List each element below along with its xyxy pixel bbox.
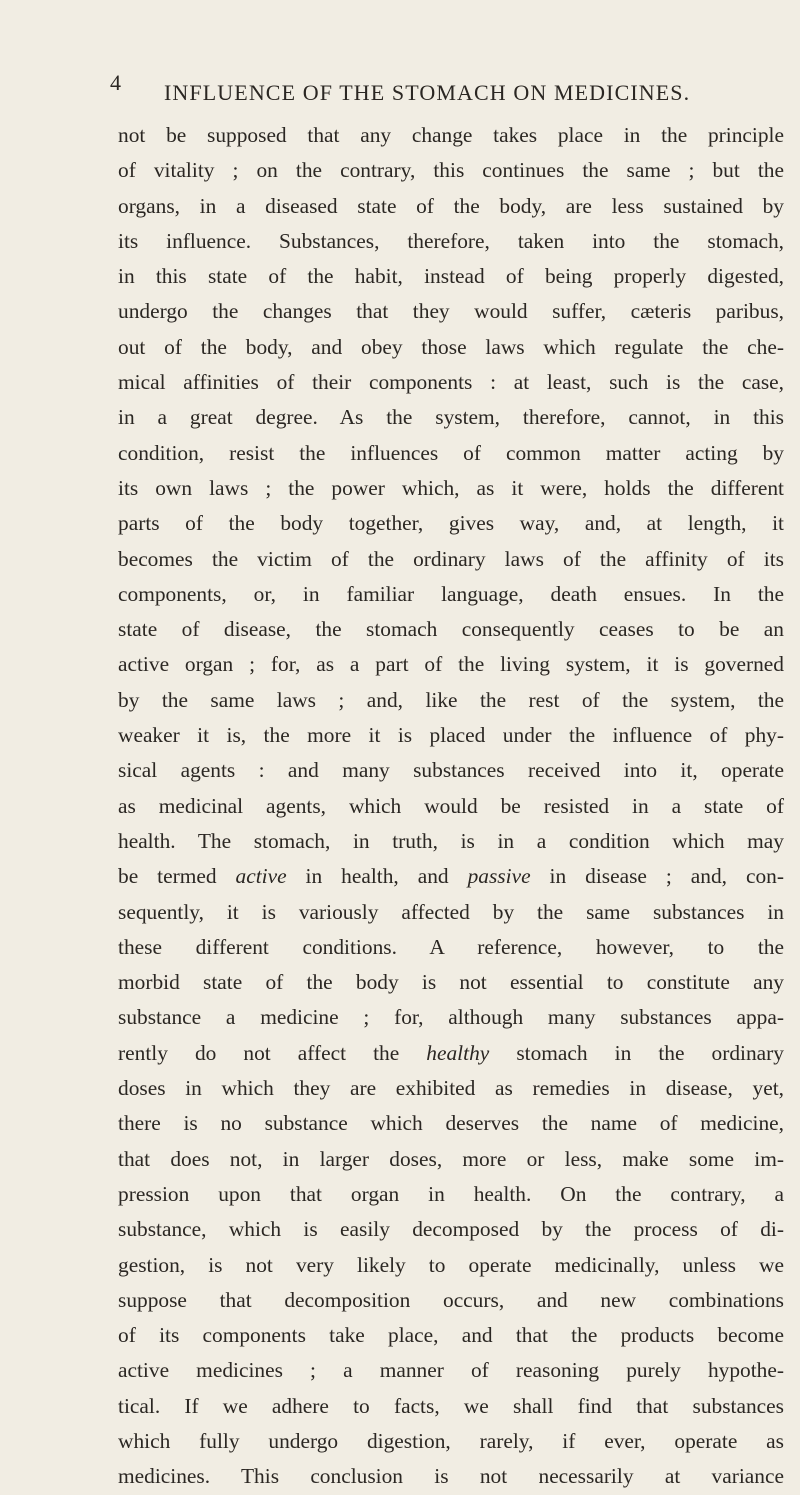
text-line: state of disease, the stomach consequently ceases to be an <box>118 617 784 642</box>
text-line: condition, resist the influences of common matter acting by <box>118 440 784 465</box>
text-line: weaker it is, the more it is placed under the influence of phy- <box>118 723 784 748</box>
text-line: sical agents : and many substances received into it, operate <box>118 758 784 783</box>
text-line: substance a medicine ; for, although many substances appa- <box>118 1005 784 1030</box>
italic-active: active <box>235 864 287 889</box>
text-line: active organ ; for, as a part of the living system, it is governed <box>118 652 784 677</box>
text-line: out of the body, and obey those laws which regulate the che- <box>118 334 784 359</box>
text-line: mical affinities of their components : at least, such is the case, <box>118 370 784 395</box>
text-line: substance, which is easily decomposed by the process of di- <box>118 1217 784 1242</box>
text-segment: in disease ; and, con- <box>530 864 784 889</box>
text-line-with-italics <box>118 859 784 894</box>
text-line: by the same laws ; and, like the rest of the system, the <box>118 687 784 712</box>
text-line: its influence. Substances, therefore, taken into the stomach, <box>118 228 784 253</box>
text-segment: in health, and <box>286 864 468 889</box>
text-line: gestion, is not very likely to operate medicinally, unless we <box>118 1252 784 1277</box>
text-line: these different conditions. A reference, however, to the <box>118 934 784 959</box>
text-line: morbid state of the body is not essential to constitute any <box>118 970 784 995</box>
text-line: components, or, in familiar language, death ensues. In the <box>118 581 784 606</box>
text-line: that does not, in larger doses, more or less, make some im- <box>118 1146 784 1171</box>
text-line: of vitality ; on the contrary, this continues the same ; but the <box>118 158 784 183</box>
text-line: in this state of the habit, instead of being properly digested, <box>118 264 784 289</box>
text-line: doses in which they are exhibited as remedies in disease, yet, <box>118 1076 784 1101</box>
text-line: undergo the changes that they would suffer, cæteris paribus, <box>118 299 784 324</box>
text-line: which fully undergo digestion, rarely, if ever, operate as <box>118 1428 784 1453</box>
text-line: there is no substance which deserves the name of medicine, <box>118 1111 784 1136</box>
text-line: pression upon that organ in health. On the contrary, a <box>118 1181 784 1206</box>
text-line: not be supposed that any change takes place in the principle <box>118 123 784 147</box>
text-segment: be termed <box>118 864 236 889</box>
running-title: INFLUENCE OF THE STOMACH ON MEDICINES. <box>164 80 691 105</box>
text-line: health. The stomach, in truth, is in a condition which may <box>118 828 784 853</box>
text-line: medicines. This conclusion is not necessarily at variance <box>118 1464 784 1489</box>
text-segment: stomach in the ordinary <box>489 1040 784 1065</box>
page-number: 4 <box>110 70 123 95</box>
italic-healthy: healthy <box>426 1040 490 1065</box>
text-line: sequently, it is variously affected by the same substances in <box>118 899 784 924</box>
italic-passive: passive <box>467 864 531 889</box>
text-line: tical. If we adhere to facts, we shall find that substances <box>118 1393 784 1418</box>
text-line-with-italics <box>118 1036 784 1071</box>
text-line: as medicinal agents, which would be resisted in a state of <box>118 793 784 818</box>
running-head <box>110 70 778 114</box>
text-line: parts of the body together, gives way, and, at length, it <box>118 511 784 536</box>
text-line: active medicines ; a manner of reasoning purely hypothe- <box>118 1358 784 1383</box>
text-line: its own laws ; the power which, as it were, holds the different <box>118 475 784 500</box>
body-text <box>118 118 784 1495</box>
text-line: in a great degree. As the system, therefore, cannot, in this <box>118 405 784 430</box>
text-line: organs, in a diseased state of the body, are less sustained by <box>118 193 784 218</box>
text-segment: rently do not affect the <box>118 1040 427 1065</box>
text-line: suppose that decomposition occurs, and new combinations <box>118 1287 784 1312</box>
text-line: of its components take place, and that the products become <box>118 1323 784 1348</box>
text-line: becomes the victim of the ordinary laws of the affinity of its <box>118 546 784 571</box>
